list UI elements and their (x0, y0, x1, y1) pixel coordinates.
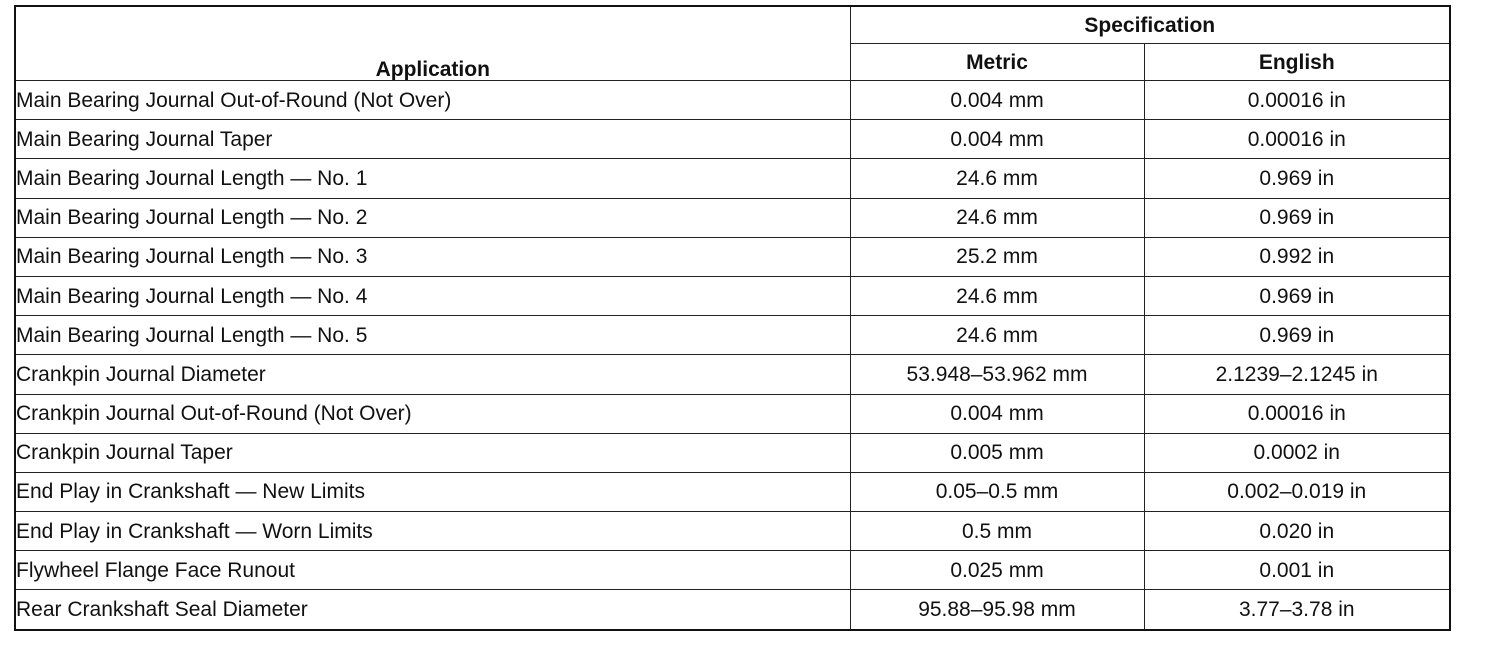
cell-english: 0.00016 in (1144, 394, 1450, 433)
cell-metric: 24.6 mm (850, 198, 1144, 237)
cell-english: 0.020 in (1144, 512, 1450, 551)
cell-english: 0.969 in (1144, 276, 1450, 315)
specification-table (14, 5, 1451, 631)
cell-application: Rear Crankshaft Seal Diameter (15, 590, 850, 630)
cell-application: Main Bearing Journal Length — No. 2 (15, 198, 850, 237)
cell-english: 0.969 in (1144, 198, 1450, 237)
cell-application: Main Bearing Journal Out-of-Round (Not Over) (15, 81, 850, 120)
table-row (15, 590, 1450, 630)
cell-metric: 0.005 mm (850, 433, 1144, 472)
cell-metric: 0.5 mm (850, 512, 1144, 551)
table-row (15, 159, 1450, 198)
table-row (15, 81, 1450, 120)
cell-application: Main Bearing Journal Taper (15, 120, 850, 159)
cell-english: 0.001 in (1144, 551, 1450, 590)
cell-english: 0.992 in (1144, 237, 1450, 276)
column-header-application: Application (15, 6, 850, 81)
cell-metric: 0.004 mm (850, 81, 1144, 120)
cell-metric: 0.004 mm (850, 120, 1144, 159)
cell-english: 0.969 in (1144, 159, 1450, 198)
cell-metric: 24.6 mm (850, 316, 1144, 355)
cell-english: 0.002–0.019 in (1144, 472, 1450, 511)
table-row (15, 316, 1450, 355)
cell-application: Main Bearing Journal Length — No. 4 (15, 276, 850, 315)
cell-application: Main Bearing Journal Length — No. 1 (15, 159, 850, 198)
cell-metric: 95.88–95.98 mm (850, 590, 1144, 630)
column-header-specification: Specification (850, 6, 1450, 44)
cell-application: End Play in Crankshaft — Worn Limits (15, 512, 850, 551)
cell-english: 0.00016 in (1144, 81, 1450, 120)
cell-metric: 25.2 mm (850, 237, 1144, 276)
column-header-metric: Metric (850, 44, 1144, 81)
table-row (15, 433, 1450, 472)
table-row (15, 355, 1450, 394)
cell-english: 0.969 in (1144, 316, 1450, 355)
cell-metric: 0.05–0.5 mm (850, 472, 1144, 511)
cell-application: Main Bearing Journal Length — No. 5 (15, 316, 850, 355)
header-row-top (15, 6, 1450, 44)
cell-metric: 0.025 mm (850, 551, 1144, 590)
cell-metric: 24.6 mm (850, 276, 1144, 315)
cell-application: End Play in Crankshaft — New Limits (15, 472, 850, 511)
cell-metric: 24.6 mm (850, 159, 1144, 198)
cell-application: Crankpin Journal Diameter (15, 355, 850, 394)
cell-english: 0.00016 in (1144, 120, 1450, 159)
table-row (15, 198, 1450, 237)
table-row (15, 120, 1450, 159)
cell-english: 0.0002 in (1144, 433, 1450, 472)
table-row (15, 512, 1450, 551)
table-row (15, 551, 1450, 590)
column-header-english: English (1144, 44, 1450, 81)
table-row (15, 237, 1450, 276)
cell-application: Main Bearing Journal Length — No. 3 (15, 237, 850, 276)
cell-english: 3.77–3.78 in (1144, 590, 1450, 630)
table-row (15, 472, 1450, 511)
cell-english: 2.1239–2.1245 in (1144, 355, 1450, 394)
cell-metric: 0.004 mm (850, 394, 1144, 433)
cell-metric: 53.948–53.962 mm (850, 355, 1144, 394)
table-row (15, 394, 1450, 433)
cell-application: Flywheel Flange Face Runout (15, 551, 850, 590)
cell-application: Crankpin Journal Taper (15, 433, 850, 472)
table-row (15, 276, 1450, 315)
cell-application: Crankpin Journal Out-of-Round (Not Over) (15, 394, 850, 433)
